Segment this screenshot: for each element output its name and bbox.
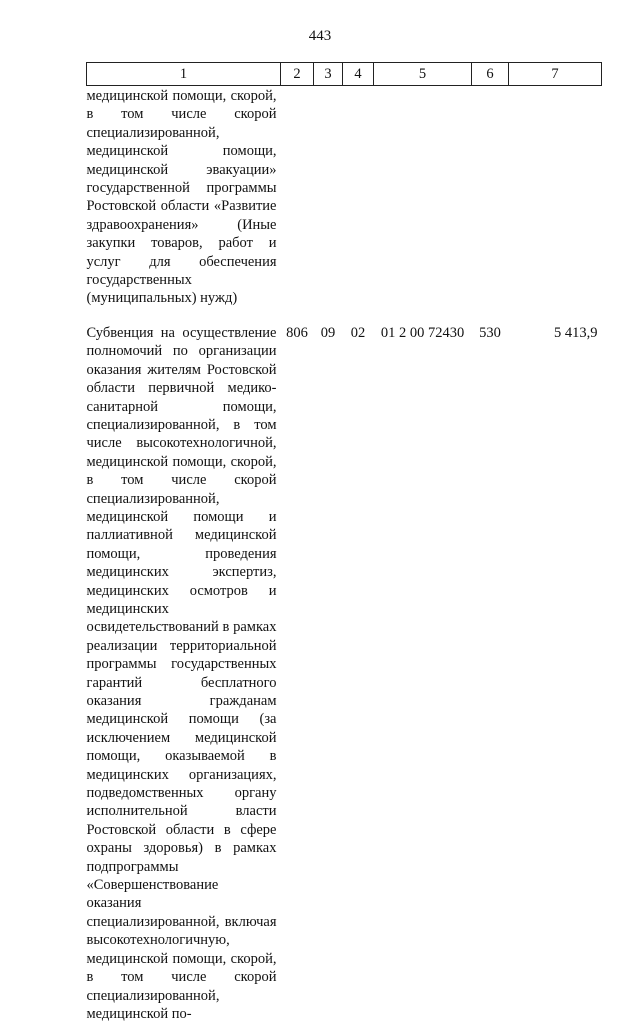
row-section — [281, 86, 314, 308]
header-col-7: 7 — [509, 63, 602, 86]
row-description — [87, 86, 281, 308]
row-amount: 5 413,9 — [554, 324, 598, 341]
row-section: 806 — [286, 324, 308, 341]
row-subsection: 09 — [320, 324, 336, 341]
row-description-text: Субвенция на осуществление полномочий по организации оказания жителям Ростовской области первичной медико-санитарной помощи, специализированной, в том числе высокотехнологичной, медицинской помощи, скорой, в том числе скорой специализированной, медицинской помощи и паллиативной медицинской помощи, проведения медицинских экспертиз, медицинских осмотров и медицинских освидетельствований в рамках реализации территориальной программы государственных гарантий бесплатного оказания гражданам медицинской помощи (за исключением медицинской помощи, оказываемой в медицинских организациях, подведомственных органу исполнительной власти Ростовской области в сфере охраны здоровья) в рамках подпрограммы «Совершенствование оказания специализированной, включая высокотехнологичную, медицинской помощи, скорой, в том числе скорой специализированной, медицинской по- — [86, 324, 277, 1022]
row-expense-type — [472, 86, 509, 308]
header-col-5: 5 — [374, 63, 472, 86]
row-expense-type: 530 — [479, 324, 501, 341]
header-col-3: 3 — [314, 63, 343, 86]
table-header-row — [87, 63, 602, 86]
header-col-1: 1 — [87, 63, 281, 86]
row-subsection-code: 02 — [350, 324, 366, 341]
row-target-article — [374, 86, 472, 308]
row-description — [87, 308, 281, 1023]
row-subsection — [314, 86, 343, 308]
header-col-4: 4 — [343, 63, 374, 86]
table-row — [87, 308, 602, 1023]
header-col-6: 6 — [472, 63, 509, 86]
row-amount — [509, 86, 602, 308]
page-number: 443 — [308, 28, 332, 44]
row-subsection-code — [343, 86, 374, 308]
row-target-article: 01 2 00 72430 — [380, 324, 465, 341]
budget-table — [86, 62, 602, 1023]
header-col-2: 2 — [281, 63, 314, 86]
table-row — [87, 86, 602, 308]
row-description-text: медицинской помощи, скорой, в том числе скорой специализированной, медицинской помощи, медицинской эвакуации» государственной программы Ростовской области «Развитие здравоохранения» (Иные закупки товаров, работ и услуг для обеспечения государственных (муниципальных) нужд) — [86, 88, 277, 307]
